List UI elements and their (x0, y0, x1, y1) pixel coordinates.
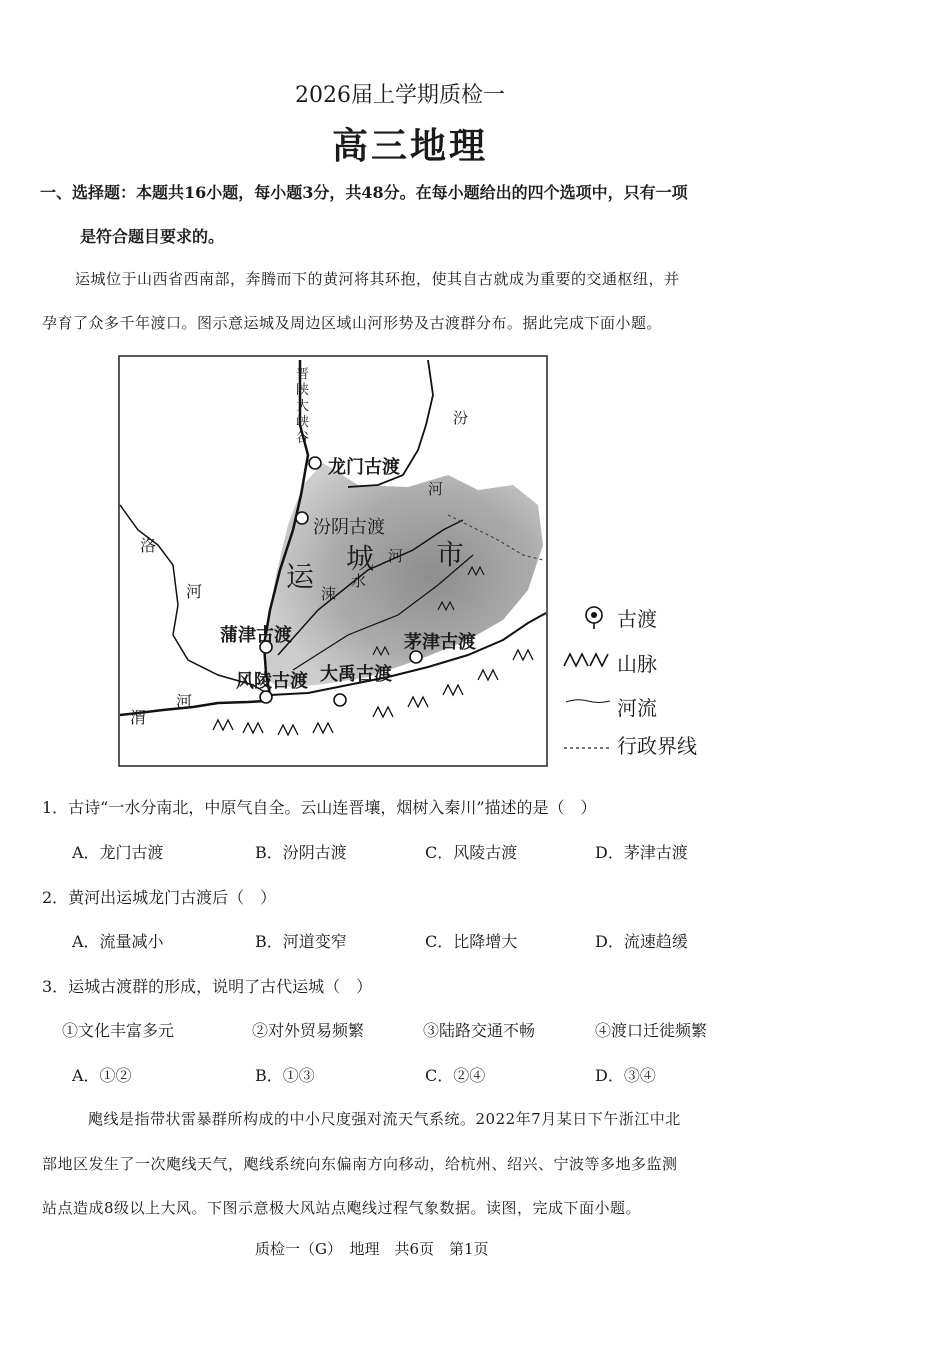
map-label-he-wei: 河 (176, 692, 193, 711)
passage2-line2: 部地区发生了一次飑线天气，飑线系统向东偏南方向移动，给杭州、绍兴、宁波等多地多监测 (42, 1155, 678, 1173)
map-label-gorge: 晋陕大峡谷 (296, 367, 310, 446)
question-3-statement-3: ③陆路交通不畅 (423, 1021, 536, 1040)
map-label-maojin: 茅津古渡 (404, 632, 476, 653)
question-3-option-a[interactable]: A．①② (72, 1066, 132, 1085)
question-3-statement-1: ①文化丰富多元 (62, 1021, 175, 1040)
map-label-shui: 水 (351, 572, 367, 590)
question-3-option-d[interactable]: D．③④ (595, 1066, 656, 1085)
map-label-shi: 市 (436, 538, 465, 571)
question-3-stem: 3．运城古渡群的形成，说明了古代运城（ ） (42, 977, 373, 996)
question-3-option-c[interactable]: C．②④ (425, 1066, 486, 1085)
question-1-option-c[interactable]: C．风陵古渡 (425, 843, 518, 862)
question-3-option-b[interactable]: B．①③ (255, 1066, 315, 1085)
boundary-legend-icon (563, 738, 613, 757)
passage1-line2: 孕育了众多千年渡口。图示意运城及周边区域山河形势及古渡群分布。据此完成下面小题。 (42, 314, 663, 332)
map-label-luo: 洛 (140, 536, 157, 555)
question-3-statement-4: ④渡口迁徙频繁 (595, 1021, 708, 1040)
legend-boundary-label: 行政界线 (617, 734, 697, 758)
map-label-he-luo: 河 (186, 582, 203, 601)
map-label-fen: 汾 (453, 409, 469, 427)
map-label-he-fen: 河 (428, 480, 444, 498)
question-1-option-b[interactable]: B．汾阴古渡 (255, 843, 347, 862)
mountain-legend-icon (562, 652, 610, 672)
page-footer: 质检一（G） 地理 共6页 第1页 (255, 1240, 489, 1258)
section-instruction-line2: 是符合题目要求的。 (80, 227, 225, 246)
map-label-longmen: 龙门古渡 (328, 457, 400, 478)
passage2-line3: 站点造成8级以上大风。下图示意极大风站点飑线过程气象数据。读图，完成下面小题。 (42, 1199, 642, 1217)
map-label-su: 涑 (321, 585, 337, 603)
question-2-option-b[interactable]: B．河道变窄 (255, 932, 347, 951)
passage2-line1: 飑线是指带状雷暴群所构成的中小尺度强对流天气系统。2022年7月某日下午浙江中北 (88, 1110, 681, 1128)
subject-title: 高三地理 (331, 125, 488, 167)
map-label-he-su: 河 (388, 547, 404, 565)
map-label-cheng: 城 (346, 542, 375, 575)
question-2-option-a[interactable]: A．流量减小 (72, 932, 164, 951)
passage1-line1: 运城位于山西省西南部，奔腾而下的黄河将其环抱，使其自古就成为重要的交通枢纽，并 (75, 270, 680, 288)
question-1-option-d[interactable]: D．茅津古渡 (595, 843, 688, 862)
question-2-stem: 2．黄河出运城龙门古渡后（ ） (42, 888, 277, 907)
ferry-legend-icon (583, 604, 605, 634)
map-label-dayu: 大禹古渡 (320, 664, 392, 685)
map-label-yun: 运 (286, 560, 315, 593)
map-label-fenyin: 汾阴古渡 (313, 517, 385, 538)
map-label-wei: 渭 (130, 708, 147, 727)
map-label-pujin: 蒲津古渡 (220, 625, 292, 646)
yuncheng-map (118, 355, 548, 767)
question-2-option-c[interactable]: C．比降增大 (425, 932, 518, 951)
map-label-fengling: 风陵古渡 (236, 671, 308, 692)
exam-title: 2026届上学期质检一 (295, 83, 505, 108)
section-instruction-line1: 一、选择题：本题共16小题，每小题3分，共48分。在每小题给出的四个选项中，只有一项 (40, 183, 688, 202)
question-3-statement-2: ②对外贸易频繁 (252, 1021, 365, 1040)
river-legend-icon (565, 690, 611, 709)
legend-river-label: 河流 (617, 696, 657, 720)
question-1-stem: 1．古诗“一水分南北，中原气自全。云山连晋壤，烟树入秦川”描述的是（ ） (42, 798, 597, 817)
legend-mountain-label: 山脉 (617, 652, 657, 676)
legend-ferry-label: 古渡 (617, 607, 657, 631)
question-1-option-a[interactable]: A．龙门古渡 (72, 843, 164, 862)
question-2-option-d[interactable]: D．流速趋缓 (595, 932, 688, 951)
